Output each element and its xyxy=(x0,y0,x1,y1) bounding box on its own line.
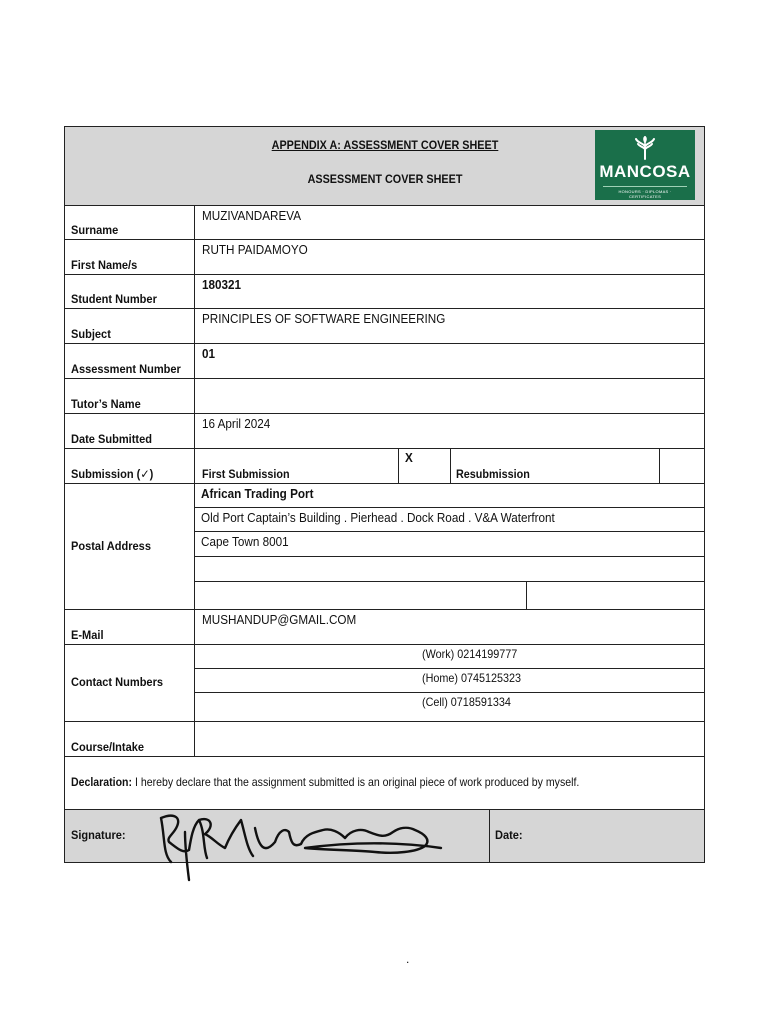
postal-line-3: Cape Town 8001 xyxy=(195,532,704,557)
postal-line-2: Old Port Captain’s Building . Pierhead . Dock Road . V&A Waterfront xyxy=(195,508,704,532)
tree-logo-icon xyxy=(633,136,657,160)
email-value: MUSHANDUP@GMAIL.COM xyxy=(202,612,357,627)
first-name-row xyxy=(65,240,704,275)
home-number: (Home) 0745125323 xyxy=(422,671,522,685)
cell-number: (Cell) 0718591334 xyxy=(422,695,511,709)
date-submitted-value: 16 April 2024 xyxy=(202,416,271,431)
date-label: Date: xyxy=(495,828,523,842)
surname-value: MUZIVANDAREVA xyxy=(202,208,302,223)
declaration-row xyxy=(65,757,704,810)
student-number-label: Student Number xyxy=(71,292,157,306)
resubmission-label: Resubmission xyxy=(456,467,530,481)
signature-row xyxy=(65,810,704,862)
postal-line-4 xyxy=(195,557,704,582)
footer-mark: . xyxy=(406,952,410,966)
surname-label: Surname xyxy=(71,223,119,237)
signature-label: Signature: xyxy=(71,828,126,842)
submission-label: Submission (✓) xyxy=(71,467,154,481)
first-submission-mark: X xyxy=(405,450,413,465)
first-name-value: RUTH PAIDAMOYO xyxy=(202,242,308,257)
course-intake-label: Course/Intake xyxy=(71,740,145,754)
declaration-label: Declaration: xyxy=(71,775,133,789)
sheet-header xyxy=(65,127,704,206)
student-number-row xyxy=(65,275,704,309)
contact-numbers-label: Contact Numbers xyxy=(71,675,164,689)
course-intake-row xyxy=(65,722,704,757)
declaration-text: I hereby declare that the assignment submitted is an original piece of work produced by myself. xyxy=(132,775,580,789)
assessment-cover-sheet xyxy=(64,126,705,863)
logo-name: MANCOSA xyxy=(599,162,691,181)
submission-row xyxy=(65,449,704,484)
work-number: (Work) 0214199777 xyxy=(422,647,518,661)
postal-line-1: African Trading Port xyxy=(195,484,704,508)
first-submission-label: First Submission xyxy=(202,467,290,481)
email-label: E-Mail xyxy=(71,628,104,642)
subject-row xyxy=(65,309,704,344)
handwritten-signature xyxy=(155,808,455,874)
appendix-title: APPENDIX A: ASSESSMENT COVER SHEET xyxy=(271,138,499,152)
date-submitted-label: Date Submitted xyxy=(71,432,152,446)
assessment-number-label: Assessment Number xyxy=(71,362,181,376)
tutor-row xyxy=(65,379,704,414)
assessment-number-value: 01 xyxy=(202,346,216,361)
subject-label: Subject xyxy=(71,327,111,341)
date-submitted-row xyxy=(65,414,704,449)
assessment-number-row xyxy=(65,344,704,379)
mancosa-logo xyxy=(595,130,695,200)
cover-sheet-title: ASSESSMENT COVER SHEET xyxy=(307,172,463,186)
email-row xyxy=(65,610,704,645)
subject-value: PRINCIPLES OF SOFTWARE ENGINEERING xyxy=(202,311,446,326)
postal-address-label: Postal Address xyxy=(71,538,151,553)
logo-tagline: HONOURS · DIPLOMAS · CERTIFICATES xyxy=(603,186,687,199)
first-name-label: First Name/s xyxy=(71,258,138,272)
surname-row xyxy=(65,206,704,240)
student-number-value: 180321 xyxy=(202,277,242,292)
tutor-label: Tutor’s Name xyxy=(71,397,141,411)
contact-numbers-row xyxy=(65,645,704,722)
postal-address-row xyxy=(65,484,704,610)
postal-line-5 xyxy=(195,582,704,610)
